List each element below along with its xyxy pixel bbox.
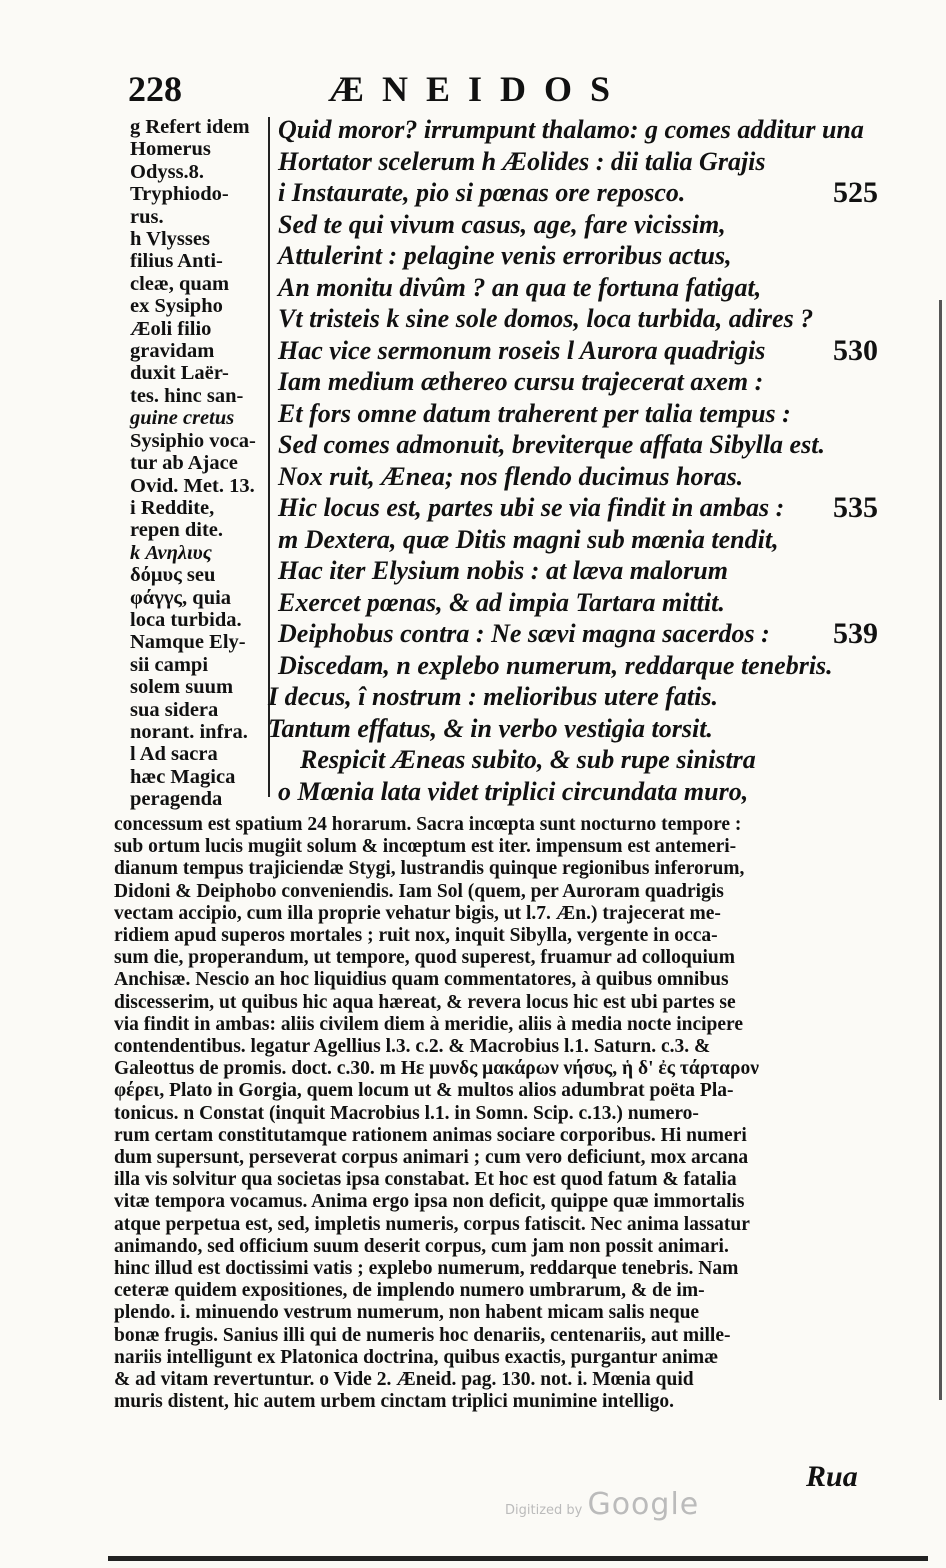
verse-text: Sed te qui vivum casus, age, fare vicissim, — [278, 209, 726, 239]
commentary-line: sub ortum lucis mugiit solum & incœptum est iter. impensum est antemeri- — [114, 836, 737, 858]
commentary-line: muris distent, hic autem urbem cinctam triplici munimine intelligo. — [114, 1391, 675, 1413]
commentary-line: ridiem apud superos mortales ; ruit nox, inquit Sibylla, vergente in occa- — [114, 925, 718, 947]
margin-note-line: Æoli filio — [130, 317, 212, 340]
verse-text: Sed comes admonuit, breviterque affata Sibylla est. — [278, 430, 825, 459]
commentary-line: animando, sed officium suum deserit corpus, cum jam non possit animari. — [114, 1235, 729, 1257]
verse-block — [268, 114, 918, 807]
commentary-line: sum die, properandum, ut tempore, quod superest, fruamur ad colloquium — [114, 947, 736, 969]
commentary-line: dianum tempus trajiciendæ Stygi, lustrandis quinque regionibus inferorum, — [114, 858, 745, 880]
commentary-line: hinc illud est doctissimi vatis ; explebo numerum, reddarque tenebris. Nam — [114, 1258, 739, 1280]
margin-note-line: l Ad sacra — [130, 743, 218, 766]
verse-line — [278, 650, 918, 682]
margin-note-line: cleæ, quam — [130, 272, 230, 295]
verse-text: Vt tristeis k sine sole domos, loca turbida, adires ? — [278, 304, 814, 333]
commentary-line: vectam accipio, cum illa proprie vehatur bigis, ut l.7. Æn.) trajecerat me- — [114, 902, 721, 924]
verse-text: Iam medium æthereo cursu trajecerat axem : — [278, 367, 764, 396]
margin-note-line: duxit Laër- — [130, 362, 229, 385]
page-header — [128, 68, 886, 118]
verse-text: Attulerint : pelagine venis erroribus actus, — [278, 241, 732, 270]
margin-note-line: g Refert idem — [130, 116, 250, 138]
commentary-line: bonæ frugis. Sanius illi qui de numeris hoc denariis, centenariis, aut mille- — [114, 1324, 731, 1346]
verse-line — [278, 587, 918, 619]
margin-note-line: norant. infra. — [130, 720, 248, 743]
verse-line — [278, 177, 918, 209]
verse-text: Nox ruit, Ænea; nos flendo ducimus horas. — [278, 461, 744, 491]
commentary-line: dum supersunt, perseverat corpus animari ; cum vero deficiunt, mox arcana — [114, 1147, 749, 1169]
commentary-line: Galeottus de promis. doct. c.30. m Hε μυνδς μακάρων νήσυς, ἡ δ' ἐς τάρταρον — [114, 1058, 759, 1080]
verse-text: o Mœnia lata videt triplici circundata muro, — [278, 776, 749, 806]
verse-line — [278, 114, 918, 146]
commentary-line: concessum est spatium 24 horarum. Sacra incœpta sunt nocturno tempore : — [114, 814, 742, 835]
commentary-line: via findit in ambas: aliis civilem diem à meridie, aliis à media nocte incipere — [114, 1013, 744, 1035]
margin-note-line: Sysiphio voca- — [130, 429, 256, 452]
verse-line — [278, 209, 918, 241]
margin-note-line: solem suum — [130, 676, 234, 699]
margin-note-line: Namque Ely- — [130, 631, 246, 654]
line-number: 530 — [833, 333, 878, 367]
verse-line — [278, 429, 918, 461]
verse-text: i Instaurate, pio si pœnas ore reposco. — [278, 178, 686, 207]
commentary-line: plendo. i. minuendo vestrum numerum, non habent micam salis neque — [114, 1302, 700, 1324]
verse-text: Respicit Æneas subito, & sub rupe sinistra — [300, 745, 756, 774]
verse-line — [278, 618, 918, 650]
verse-text: An monitu divûm ? an qua te fortuna fatigat, — [278, 272, 762, 302]
digitized-watermark — [505, 1487, 699, 1522]
verse-line — [278, 744, 918, 776]
page-edge-shadow — [939, 300, 942, 1400]
verse-line — [278, 366, 918, 398]
verse-text: Discedam, n explebo numerum, reddarque tenebris. — [278, 650, 833, 680]
verse-text: Tantum effatus, & in verbo vestigia torsit. — [268, 713, 713, 743]
commentary-line: Didoni & Deiphobo conveniendis. Iam Sol (quem, per Auroram quadrigis — [114, 880, 724, 902]
verse-line — [268, 713, 918, 745]
margin-note-line: Tryphiodo- — [130, 183, 229, 206]
margin-note-line: filius Anti- — [130, 250, 223, 273]
page-number: 228 — [128, 69, 182, 109]
margin-notes — [130, 116, 266, 811]
verse-text: Deiphobus contra : Ne sævi magna sacerdos : — [278, 619, 770, 648]
commentary-line: discesserim, ut quibus hic aqua hæreat, & revera locus hic est ubi partes se — [114, 991, 736, 1013]
running-title: ÆNEIDOS — [328, 69, 629, 109]
line-number: 535 — [833, 491, 878, 524]
margin-note-line: h Vlysses — [130, 228, 210, 251]
page-bottom-edge — [108, 1556, 928, 1561]
verse-line — [278, 335, 918, 367]
margin-note-line: k Ανηλιυς — [130, 541, 212, 564]
verse-text: m Dextera, quæ Ditis magni sub mœnia tendit, — [278, 524, 779, 554]
margin-note-line: δόμυς seu — [130, 564, 216, 587]
margin-note-line: ex Sysipho — [130, 295, 223, 318]
margin-note-line: repen dite. — [130, 519, 224, 542]
commentary-line: illa vis solvitur qua societas ipsa constabat. Et hoc est quod fatum & fatalia — [114, 1169, 737, 1191]
verse-text: Hortator scelerum h Æolides : dii talia Grajis — [278, 146, 766, 176]
commentary-line: ceteræ quidem expositiones, de implendo numero umbrarum, & de im- — [114, 1280, 705, 1302]
verse-text: Exercet pœnas, & ad impia Tartara mittit. — [278, 587, 725, 617]
commentary-line: φέρει, Plato in Gorgia, quem locum ut & multos alios adumbrat poëta Pla- — [114, 1080, 734, 1102]
commentary-line: nariis intelligunt ex Platonica doctrina, quibus exactis, purgantur animæ — [114, 1346, 719, 1368]
margin-note-line: tes. hinc san- — [130, 384, 244, 407]
commentary-block — [114, 814, 874, 1413]
margin-note-line: rus. — [130, 205, 164, 228]
google-logo: Google — [587, 1487, 700, 1522]
verse-line — [278, 240, 918, 272]
commentary-line: contendentibus. legatur Agellius l.3. c.2. & Macrobius l.1. Saturn. c.3. & — [114, 1036, 711, 1058]
verse-line — [278, 555, 918, 587]
verse-line — [278, 461, 918, 493]
verse-text: Quid moror? irrumpunt thalamo: g comes additur una — [278, 115, 864, 144]
watermark-prefix: Digitized by — [505, 1503, 583, 1518]
verse-text: I decus, î nostrum : melioribus utere fatis. — [268, 682, 718, 711]
margin-note-line: tur ab Ajace — [130, 452, 238, 475]
line-number: 525 — [833, 176, 878, 209]
verse-line — [278, 524, 918, 556]
commentary-line: & ad vitam revertuntur. o Vide 2. Æneid. pag. 130. not. i. Mœnia quid — [114, 1369, 694, 1391]
commentary-line: Anchisæ. Nescio an hoc liquidius quam commentatores, à quibus omnibus — [114, 969, 729, 991]
margin-note-line: Odyss.8. — [130, 160, 205, 183]
commentary-line: rum certam constitutamque rationem animas sociare corporibus. Hi numeri — [114, 1124, 747, 1146]
margin-note-line: hæc Magica — [130, 765, 236, 788]
line-number: 539 — [833, 617, 878, 650]
verse-line — [268, 681, 918, 713]
commentary-line: tonicus. n Constat (inquit Macrobius l.1. in Somn. Scip. c.13.) numero- — [114, 1102, 699, 1124]
margin-note-line: Ovid. Met. 13. — [130, 474, 255, 497]
verse-line — [278, 272, 918, 304]
catchword: Rua — [806, 1460, 858, 1493]
margin-note-line: sii campi — [130, 653, 209, 676]
margin-note-line: φάγγς, quia — [130, 586, 232, 609]
commentary-line: atque perpetua est, sed, impletis numeris, corpus fatiscit. Nec anima lassatur — [114, 1213, 750, 1235]
verse-line — [278, 303, 918, 335]
verse-line — [278, 146, 918, 178]
verse-text: Et fors omne datum traherent per talia tempus : — [278, 398, 791, 428]
verse-text: Hac vice sermonum roseis l Aurora quadrigis — [278, 335, 766, 365]
margin-note-line: i Reddite, — [130, 496, 215, 519]
margin-note-line: sua sidera — [130, 698, 219, 721]
verse-text: Hic locus est, partes ubi se via findit in ambas : — [278, 493, 785, 522]
margin-note-line: guine cretus — [130, 407, 235, 430]
verse-line — [278, 398, 918, 430]
verse-line — [278, 492, 918, 524]
verse-line — [278, 776, 918, 808]
margin-note-line: gravidam — [130, 340, 215, 363]
commentary-line: vitæ tempora vocamus. Anima ergo ipsa non deficit, quippe quæ immortalis — [114, 1191, 745, 1213]
margin-note-line: Homerus — [130, 138, 211, 161]
margin-note-line: peragenda — [130, 788, 223, 811]
verse-text: Hac iter Elysium nobis : at læva malorum — [278, 556, 728, 585]
margin-note-line: loca turbida. — [130, 608, 242, 631]
